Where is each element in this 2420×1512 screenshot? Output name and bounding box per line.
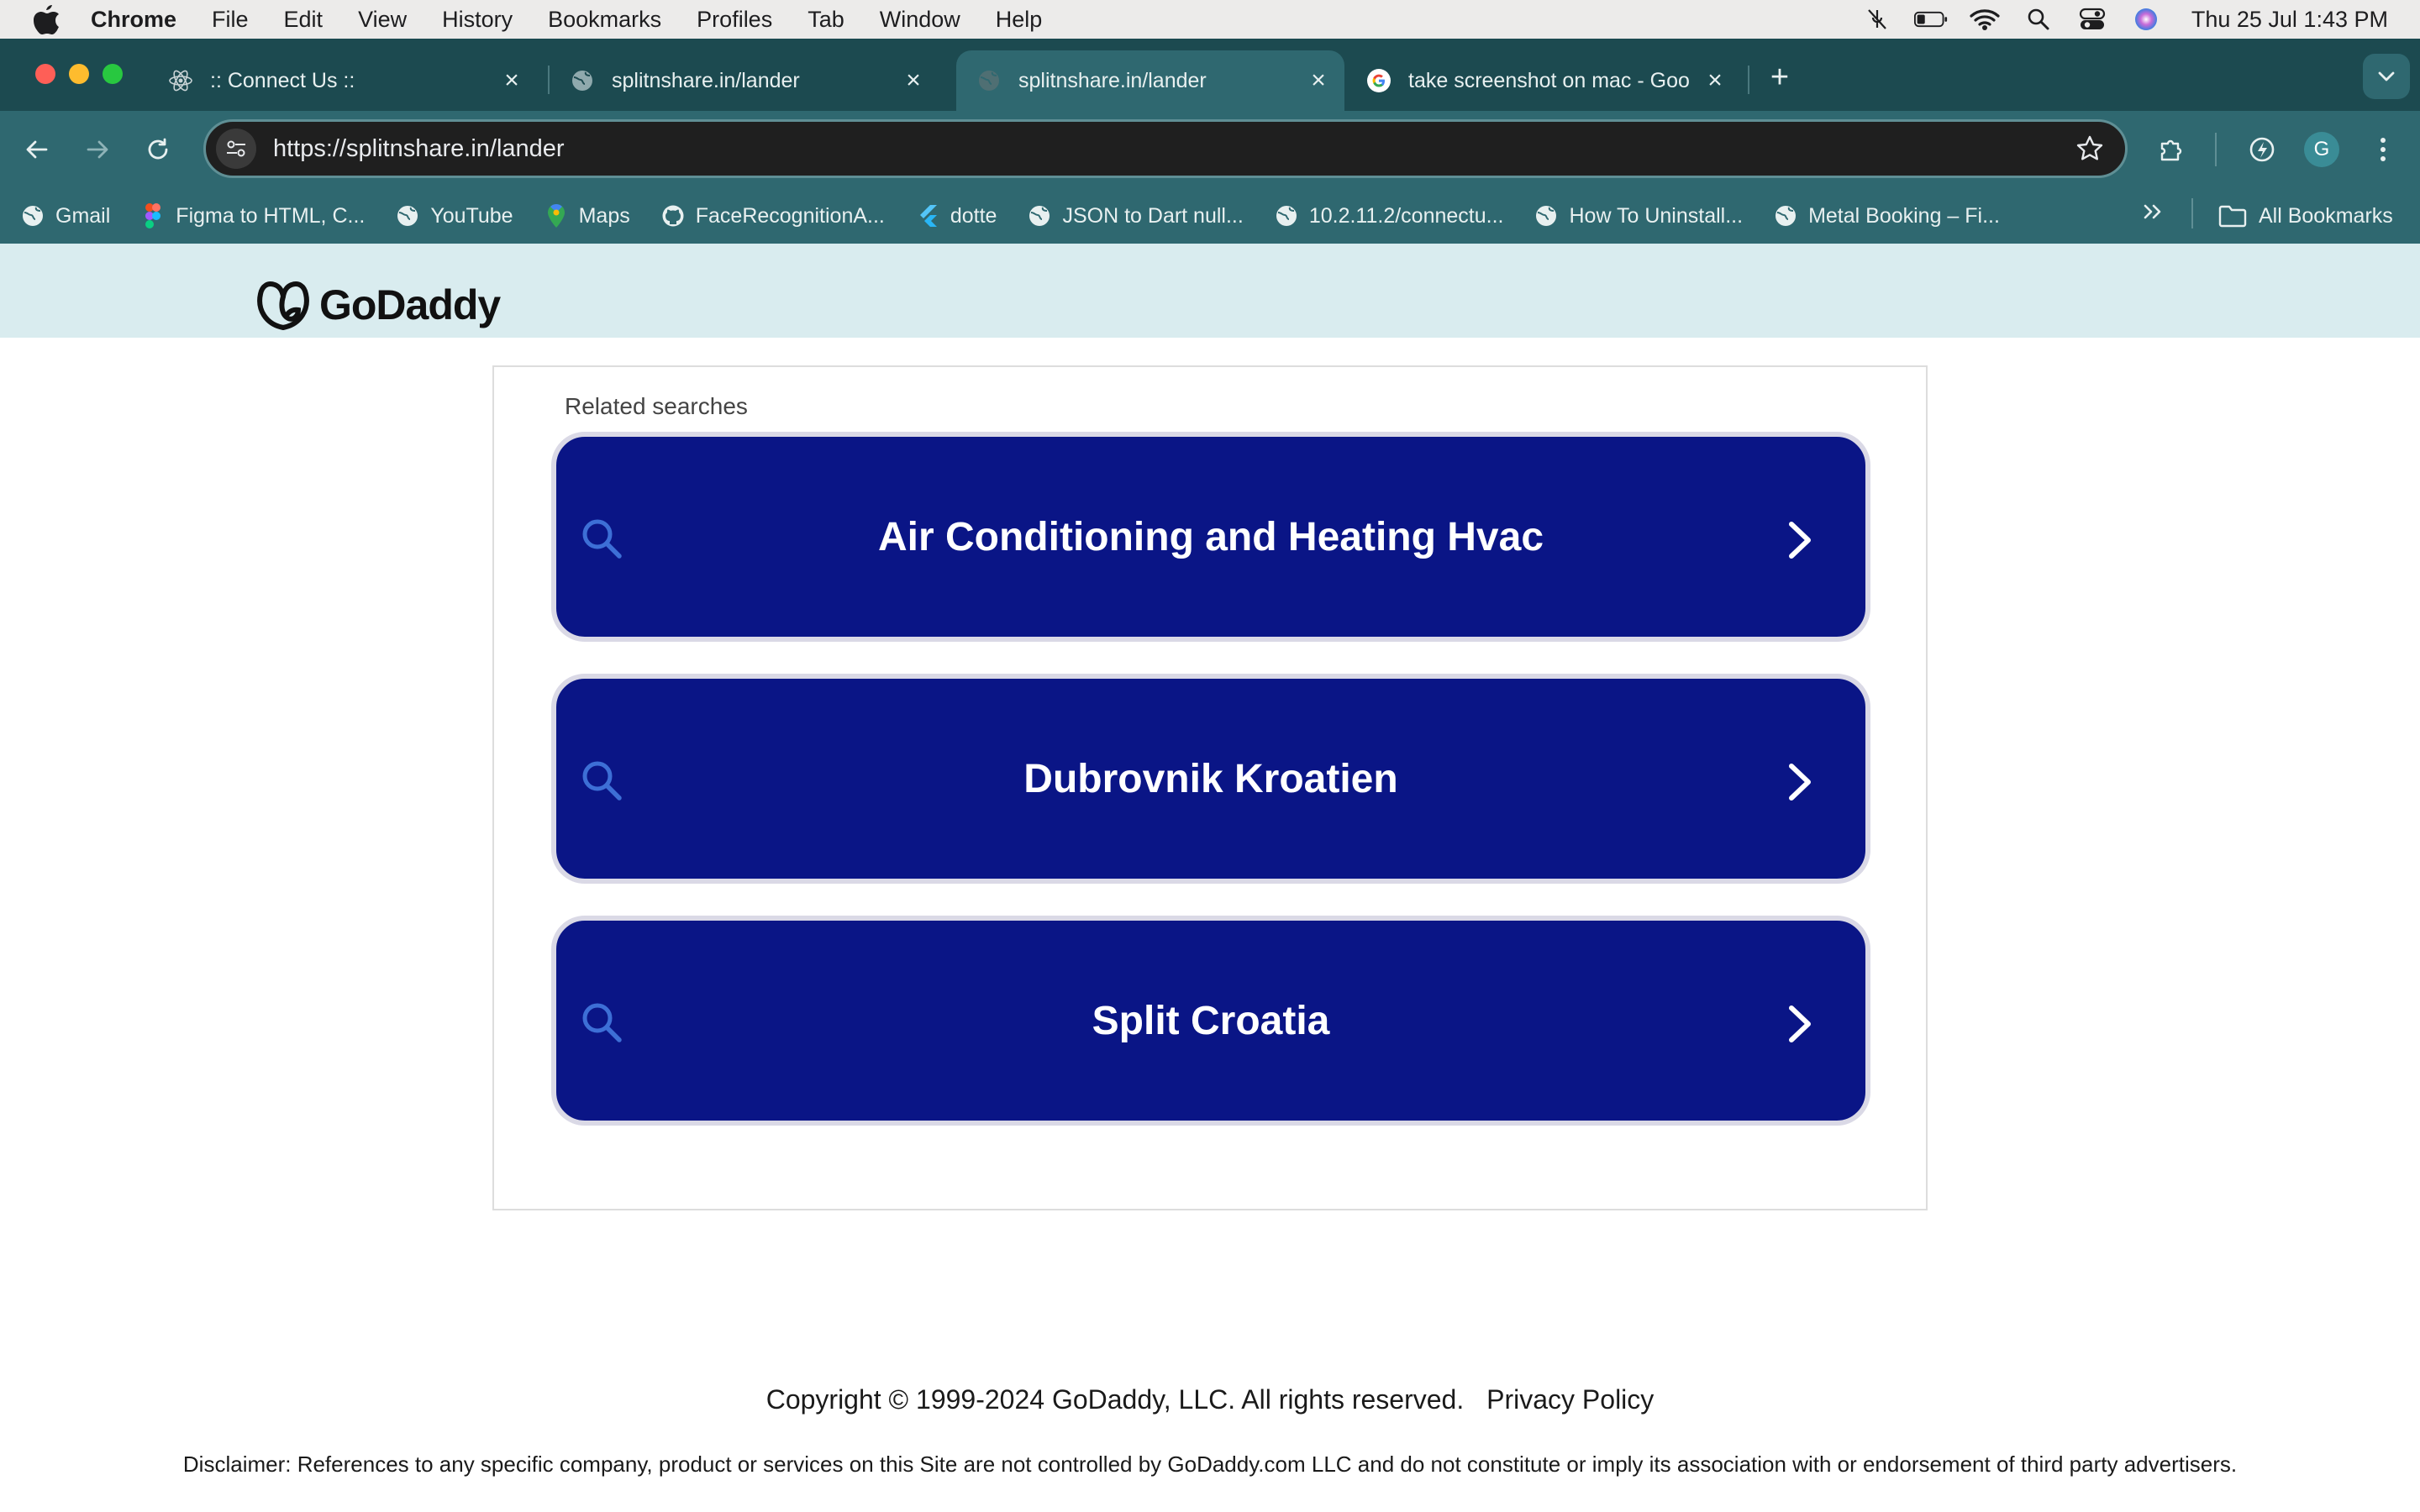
close-icon[interactable]: ×: [1707, 66, 1723, 94]
site-info-button[interactable]: [216, 129, 256, 169]
react-icon: [168, 68, 193, 93]
bookmark-label: FaceRecognitionA...: [695, 203, 885, 228]
footer-disclaimer: Disclaimer: References to any specific company, product or services on this Site are not controlled by GoDaddy.com LLC and do not constitute or imply its association with or endorsement of third party advertisers.: [182, 1452, 2238, 1477]
godaddy-logo[interactable]: [254, 277, 500, 333]
bookmark-label: How To Uninstall...: [1569, 203, 1744, 228]
related-search-title: Air Conditioning and Heating Hvac: [877, 514, 1544, 559]
tab-separator: [548, 66, 550, 94]
related-searches-label: Related searches: [565, 393, 748, 419]
figma-icon: [140, 203, 166, 228]
close-icon[interactable]: ×: [504, 66, 519, 94]
privacy-policy-link[interactable]: Privacy Policy: [1486, 1384, 1655, 1415]
forward-button[interactable]: [77, 129, 118, 170]
url-text[interactable]: https://splitnshare.in/lander: [273, 134, 565, 162]
tab-separator: [1748, 66, 1749, 94]
copyright-text: Copyright © 1999-2024 GoDaddy, LLC. All rights reserved.: [765, 1384, 1465, 1415]
globe-icon: [1027, 203, 1052, 228]
folder-icon: [2218, 203, 2247, 228]
tab-search-button[interactable]: [2363, 54, 2410, 99]
footer-copyright: [0, 1384, 2420, 1415]
tab-splitnshare-active[interactable]: [956, 50, 1344, 111]
bookmark-facerecognition[interactable]: [660, 203, 885, 228]
bookmark-json-to-dart[interactable]: [1027, 203, 1243, 228]
menu-profiles[interactable]: Profiles: [697, 6, 773, 32]
bookmark-label: Gmail: [55, 203, 111, 228]
bookmark-how-to-uninstall[interactable]: [1534, 203, 1743, 228]
window-maximize-button[interactable]: [103, 64, 123, 84]
apple-logo-icon[interactable]: [32, 4, 60, 34]
bookmark-connectu[interactable]: [1274, 203, 1504, 228]
chrome-menu-button[interactable]: [2363, 129, 2403, 170]
google-icon: [1366, 68, 1392, 93]
related-search-title: Dubrovnik Kroatien: [1023, 756, 1398, 801]
related-search-title: Split Croatia: [1092, 998, 1330, 1043]
menu-help[interactable]: Help: [995, 6, 1043, 32]
address-bar[interactable]: [203, 119, 2128, 178]
menu-view[interactable]: View: [358, 6, 408, 32]
search-icon: [580, 517, 623, 560]
close-icon[interactable]: ×: [906, 66, 921, 94]
maps-pin-icon: [544, 203, 569, 228]
godaddy-logo-icon: [254, 277, 313, 333]
globe-icon: [1274, 203, 1299, 228]
bookmark-dotte[interactable]: [915, 203, 997, 228]
close-icon[interactable]: ×: [1311, 66, 1326, 94]
bookmark-label: Figma to HTML, C...: [176, 203, 366, 228]
double-chevron-right-icon: [2142, 202, 2164, 222]
macos-menu-bar: [0, 0, 2420, 39]
bookmark-label: dotte: [950, 203, 997, 228]
back-button[interactable]: [17, 129, 57, 170]
globe-icon: [395, 203, 420, 228]
chevron-right-icon: [1785, 763, 1815, 801]
all-bookmarks-label: All Bookmarks: [2259, 203, 2393, 228]
globe-icon: [20, 203, 45, 228]
menu-history[interactable]: History: [442, 6, 513, 32]
spotlight-search-icon[interactable]: [2022, 7, 2055, 32]
related-search-button[interactable]: [551, 432, 1870, 642]
wifi-icon[interactable]: [1968, 7, 2002, 32]
tab-title: splitnshare.in/lander: [1018, 68, 1207, 92]
bookmarks-divider: [2191, 198, 2193, 228]
window-close-button[interactable]: [35, 64, 55, 84]
related-search-button[interactable]: [551, 674, 1870, 884]
menu-edit[interactable]: Edit: [283, 6, 324, 32]
globe-icon: [976, 68, 1002, 93]
performance-icon: [2248, 135, 2276, 164]
profile-avatar-button[interactable]: G: [2304, 132, 2339, 167]
puzzle-icon: [2157, 135, 2186, 164]
logo-text: GoDaddy: [319, 281, 501, 328]
bookmarks-overflow-button[interactable]: [2136, 197, 2170, 234]
window-minimize-button[interactable]: [69, 64, 89, 84]
tab-connect-us[interactable]: [156, 50, 536, 111]
menu-app-name[interactable]: Chrome: [91, 6, 177, 32]
menu-window[interactable]: Window: [879, 6, 960, 32]
globe-icon: [1773, 203, 1798, 228]
control-center-icon[interactable]: [2075, 7, 2109, 32]
github-icon: [660, 203, 686, 228]
performance-button[interactable]: [2242, 129, 2282, 170]
reload-button[interactable]: [138, 129, 178, 170]
globe-icon: [1534, 203, 1559, 228]
flutter-icon: [915, 203, 940, 228]
menu-clock[interactable]: Thu 25 Jul 1:43 PM: [2191, 6, 2388, 32]
mute-icon[interactable]: [1860, 7, 1894, 32]
siri-icon[interactable]: [2129, 7, 2163, 32]
new-tab-button[interactable]: +: [1770, 60, 1790, 95]
arrow-left-icon: [24, 137, 50, 162]
menu-bookmarks[interactable]: Bookmarks: [548, 6, 662, 32]
extensions-button[interactable]: [2151, 129, 2191, 170]
menu-file[interactable]: File: [212, 6, 249, 32]
chevron-right-icon: [1785, 1005, 1815, 1043]
bookmark-star-button[interactable]: [2070, 129, 2110, 169]
reload-icon: [145, 137, 171, 162]
bookmarks-bar: [0, 188, 2420, 244]
menu-tab[interactable]: Tab: [808, 6, 844, 32]
bookmark-label: Maps: [578, 203, 630, 228]
bookmark-gmail[interactable]: [20, 203, 110, 228]
bookmark-metal-booking[interactable]: [1773, 203, 2000, 228]
search-icon: [580, 759, 623, 802]
related-search-button[interactable]: [551, 916, 1870, 1126]
bookmark-figma[interactable]: [140, 203, 365, 228]
tab-splitnshare-1[interactable]: [558, 50, 938, 111]
search-icon: [580, 1000, 623, 1044]
tab-title: splitnshare.in/lander: [612, 68, 800, 92]
bookmark-label: 10.2.11.2/connectu...: [1308, 203, 1504, 228]
star-icon: [2075, 134, 2104, 163]
bookmark-label: Metal Booking – Fi...: [1808, 203, 2000, 228]
bookmark-label: JSON to Dart null...: [1062, 203, 1244, 228]
tune-icon: [225, 139, 247, 159]
tab-title: take screenshot on mac - Goo: [1408, 68, 1690, 92]
chevron-down-icon: [2377, 71, 2396, 82]
bookmark-maps[interactable]: [544, 203, 630, 228]
chevron-right-icon: [1785, 521, 1815, 559]
all-bookmarks-button[interactable]: [2218, 188, 2393, 244]
bookmark-youtube[interactable]: [395, 203, 513, 228]
globe-icon: [570, 68, 595, 93]
kebab-menu-icon: [2378, 135, 2388, 164]
tab-google-search[interactable]: [1356, 50, 1739, 111]
toolbar-separator: [2215, 133, 2217, 166]
arrow-right-icon: [85, 137, 110, 162]
bookmark-label: YouTube: [430, 203, 513, 228]
tab-title: :: Connect Us ::: [210, 68, 355, 92]
battery-icon[interactable]: [1914, 7, 1948, 32]
